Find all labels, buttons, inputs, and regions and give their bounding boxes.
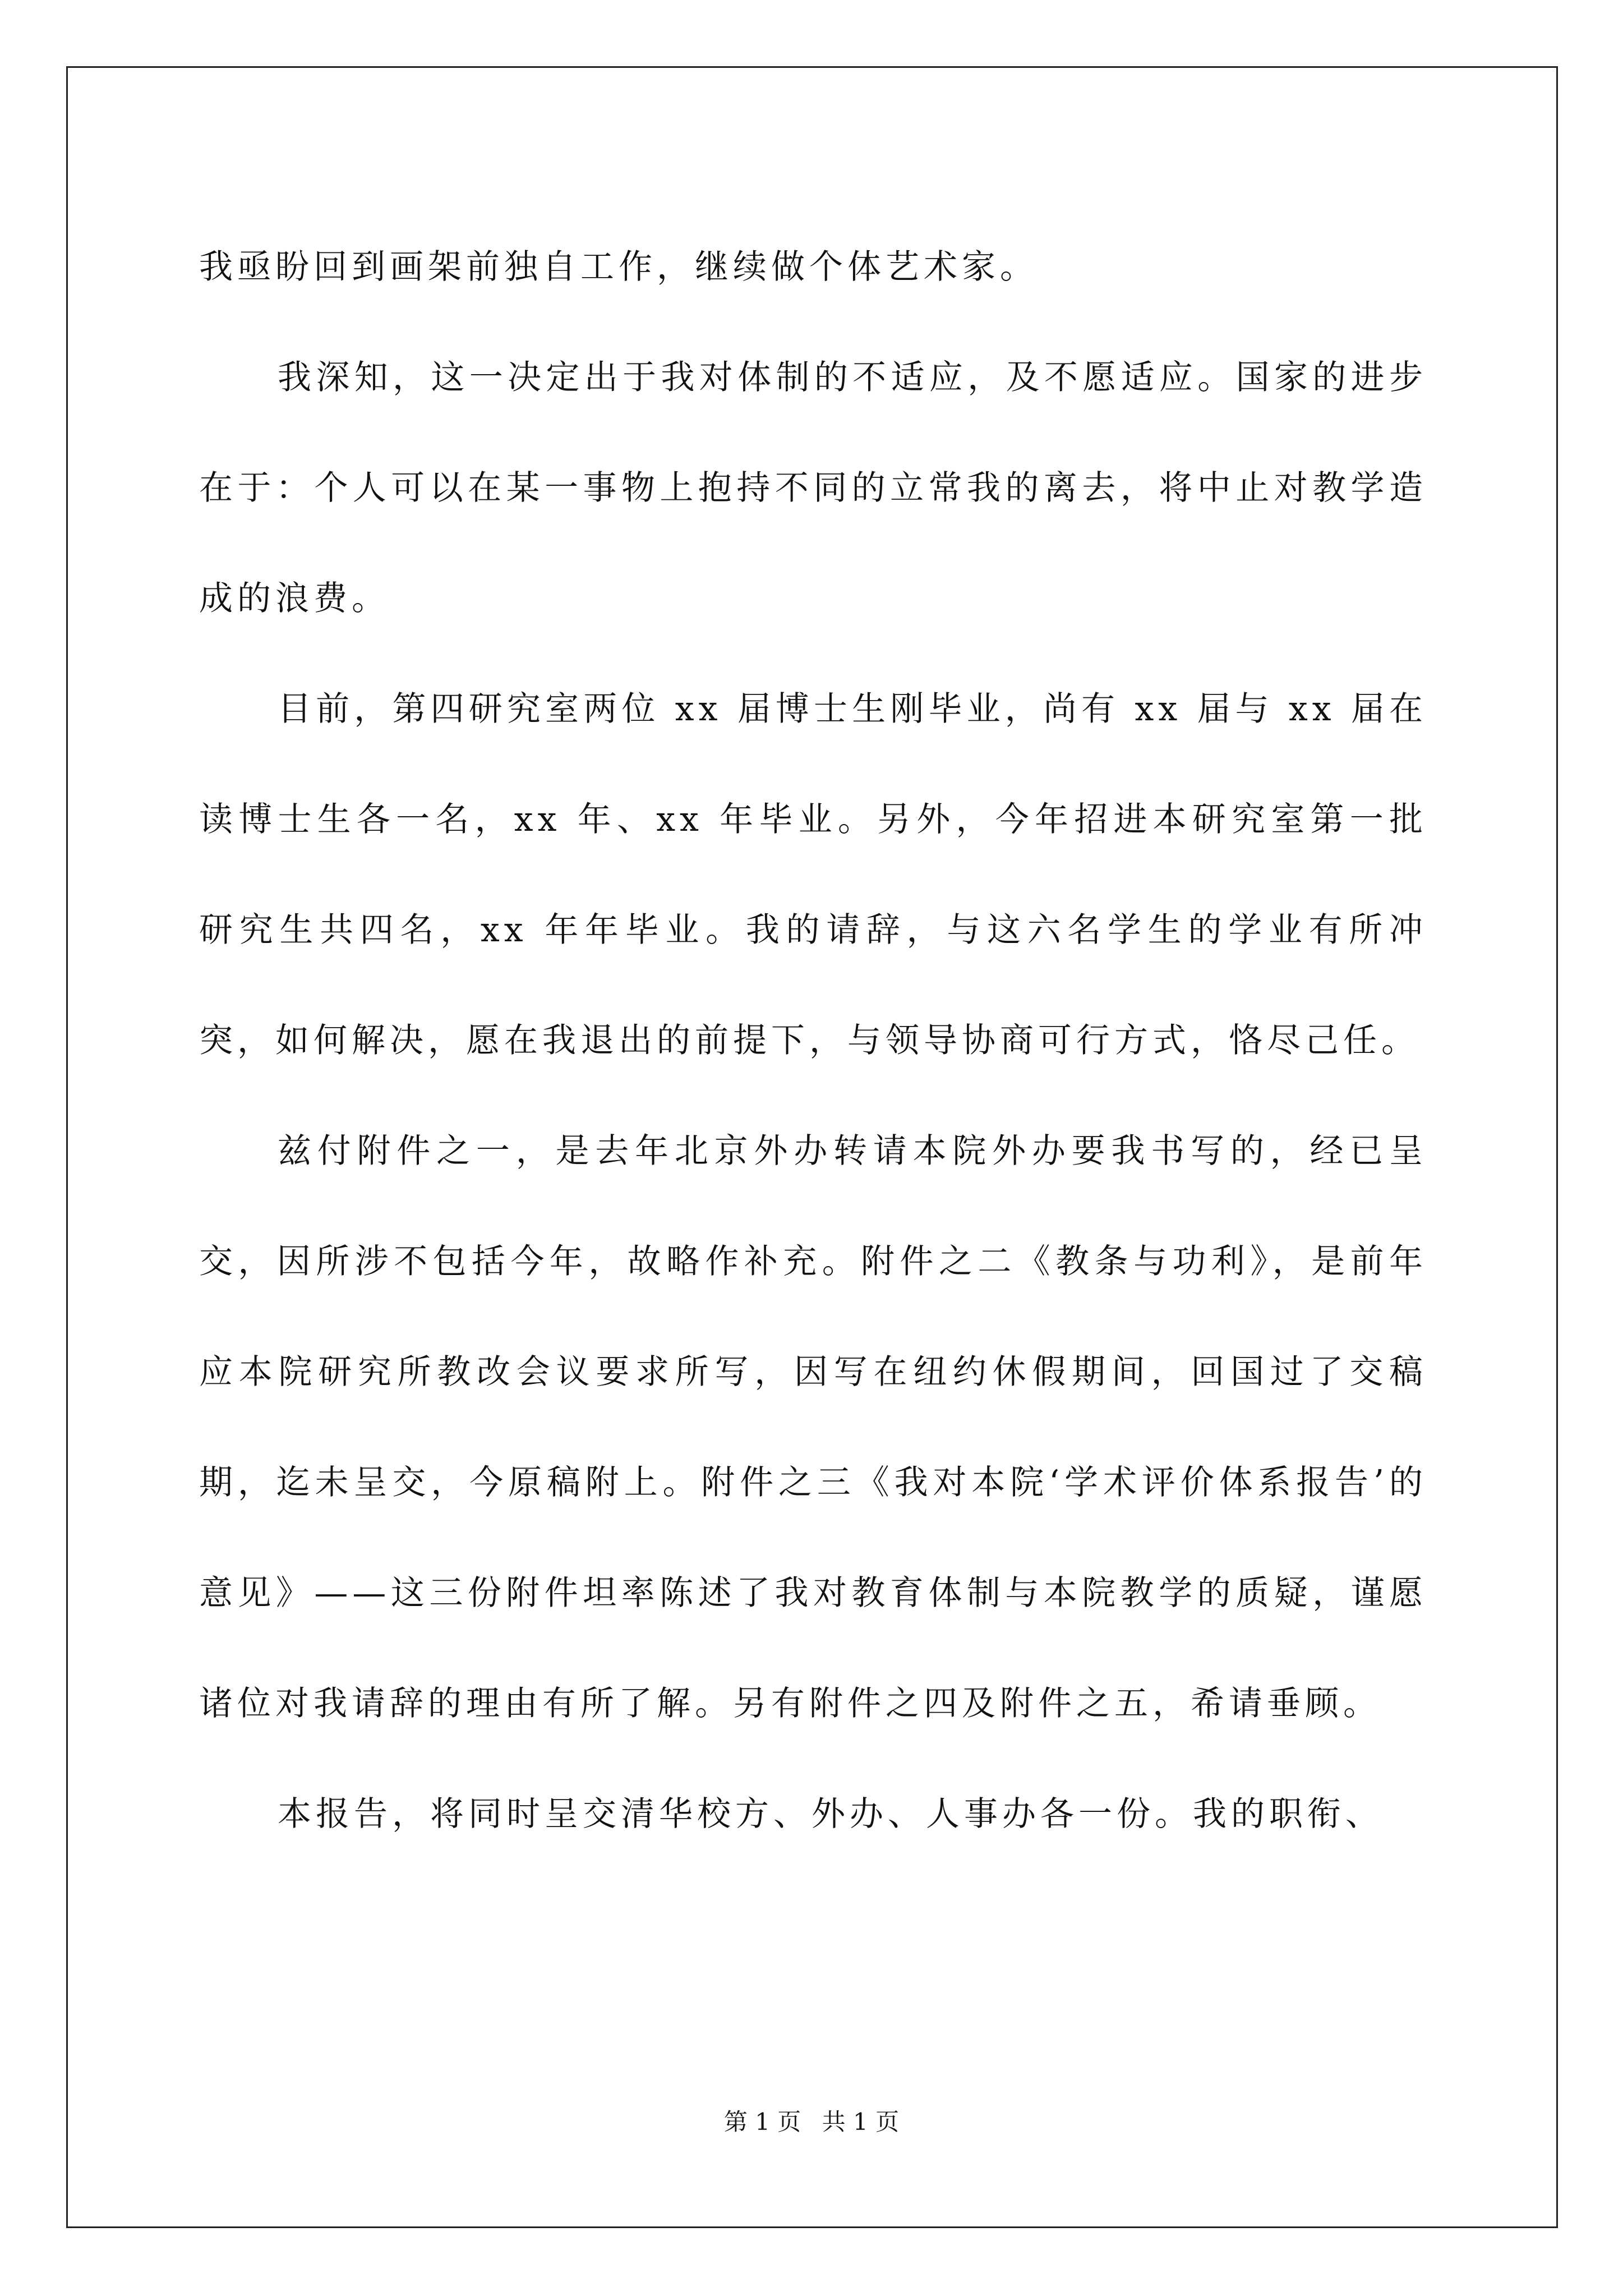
document-body — [199, 212, 1427, 1870]
paragraph-2: 我深知，这一决定出于我对体制的不适应，及不愿适应。国家的进步在于：个人可以在某一事物上抱持不同的立常我的离去，将中止对教学造成的浪费。 — [199, 358, 1427, 618]
paragraph-5: 本报告，将同时呈交清华校方、外办、人事办各一份。我的职衔、 — [278, 1795, 1384, 1834]
page-footer — [0, 2104, 1623, 2137]
paragraph-4: 兹付附件之一，是去年北京外办转请本院外办要我书写的，经已呈交，因所涉不包括今年，故略作补充。附件之二《教条与功利》，是前年应本院研究所教改会议要求所写，因写在纽约休假期间，回国过了交稿期，迄未呈交，今原稿附上。附件之三《我对本院‘学术评价体系报告’的意见》——这三份附件坦率陈述了我对教育体制与本院教学的质疑，谨愿诸位对我请辞的理由有所了解。另有附件之四及附件之五，希请垂顾。 — [199, 1131, 1427, 1723]
page-number: 第 1 页 — [723, 2108, 801, 2136]
page-total: 共 1 页 — [822, 2108, 900, 2136]
paragraph-3: 目前，第四研究室两位 xx 届博士生刚毕业，尚有 xx 届与 xx 届在读博士生各一名，xx 年、xx 年毕业。另外，今年招进本研究室第一批研究生共四名，xx 年年毕业。我的请辞，与这六名学生的学业有所冲突，如何解决，愿在我退出的前提下，与领导协商可行方式，恪尽己任。 — [199, 689, 1427, 1060]
paragraph-1: 我亟盼回到画架前独自工作，继续做个体艺术家。 — [199, 247, 1038, 287]
